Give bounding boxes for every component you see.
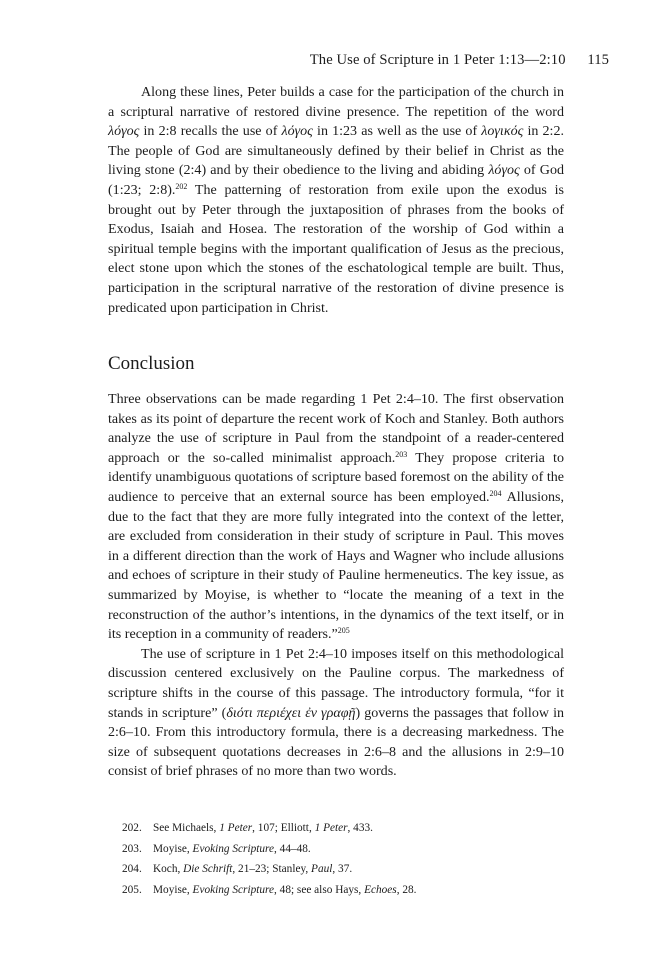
greek-term: λόγος	[488, 162, 520, 179]
footnote-205: 205. Moyise, Evoking Scripture, 48; see also Hays, Echoes, 28.	[122, 883, 417, 896]
body-text-conclusion	[108, 390, 564, 782]
footnote-204: 204. Koch, Die Schrift, 21–23; Stanley, Paul, 37.	[122, 863, 353, 875]
footnote-ref-203: 203	[395, 449, 408, 459]
footnote-202: 202. See Michaels, 1 Peter, 107; Elliott, 1 Peter, 433.	[122, 822, 373, 834]
running-head	[310, 52, 609, 69]
greek-term: λόγος	[108, 123, 140, 140]
footnote-ref-204: 204	[489, 488, 502, 498]
paragraph-observations: Three observations can be made regarding 1 Pet 2:4–10. The first observation takes as its point of departure the recent work of Koch and Stanley. Both authors analyze the use of scripture in Paul from the standpoint of a reader-centered approach or the so-called minimalist approach.$^{203}$ They propose criteria to identify unambiguous quotations of scripture based foremost on the ability of the audience to perceive that an external source has been employed.$^{204}$ Allusions, due to the fact that they are more fully integrated into the context of the letter, are excluded from consideration in their study of scripture in Paul. This moves in a different direction than the work of Hays and Wagner who include allusions and echoes of scripture in their study of Pauline hermeneutics. The key issue, as summarized by Moyise, is whether to “locate the meaning of a text in the reconstruction of the author’s intentions, in the dynamics of the text itself, or in its reception in a community of readers.”$^{205}$	[108, 391, 565, 643]
paragraph-markedness: The use of scripture in 1 Pet 2:4–10 imposes itself on this methodological discussion centered exclusively on the Pauline corpus. The markedness of scripture shifts in the course of this passage. The introductory formula, “for it stands in scripture” (διότι περιέχει ἐν γραφῇ) governs the passages that follow in 2:6–10. From this introductory formula, there is a decreasing markedness. The size of subsequent quotations decreases in 2:6–8 and the allusions in 2:9–10 consist of brief phrases of no more than two words.	[108, 645, 565, 780]
greek-phrase: διότι περιέχει ἐν γραφῇ	[226, 704, 356, 721]
running-head-title: The Use of Scripture in 1 Peter 1:13—2:10	[309, 52, 566, 68]
section-heading: Conclusion	[108, 353, 195, 374]
footnote-203: 203. Moyise, Evoking Scripture, 44–48.	[122, 842, 311, 855]
paragraph-restored-presence: Along these lines, Peter builds a case for the participation of the church in a scriptural narrative of restored divine presence. The repetition of the word λόγος in 2:8 recalls the use of λόγος in 1:23 as well as the use of λογικός in 2:2. The people of God are simultaneously defined by their belief in Christ as the living stone (2:4) and by their obedience to the living and abiding λόγος of God (1:23; 2:8).$^{202}$ The patterning of restoration from exile upon the exodus is brought out by Peter through the juxtaposition of phrases from the books of Exodus, Isaiah and Hosea. The restoration of the worship of God within a spiritual temple begins with the important qualification of Jesus as the precious, elect stone upon which the stones of the eschatological temple are built. Thus, participation in the scriptural narrative of the restoration of divine presence is predicated upon participation in Christ.	[108, 84, 564, 316]
body-text-top	[108, 83, 564, 318]
footnotes	[122, 818, 562, 900]
footnote-ref-202: 202	[175, 181, 188, 191]
greek-term: λογικός	[481, 123, 524, 140]
greek-term: λόγος	[281, 123, 313, 140]
page-number: 115	[587, 52, 609, 68]
footnote-ref-205: 205	[337, 626, 350, 636]
